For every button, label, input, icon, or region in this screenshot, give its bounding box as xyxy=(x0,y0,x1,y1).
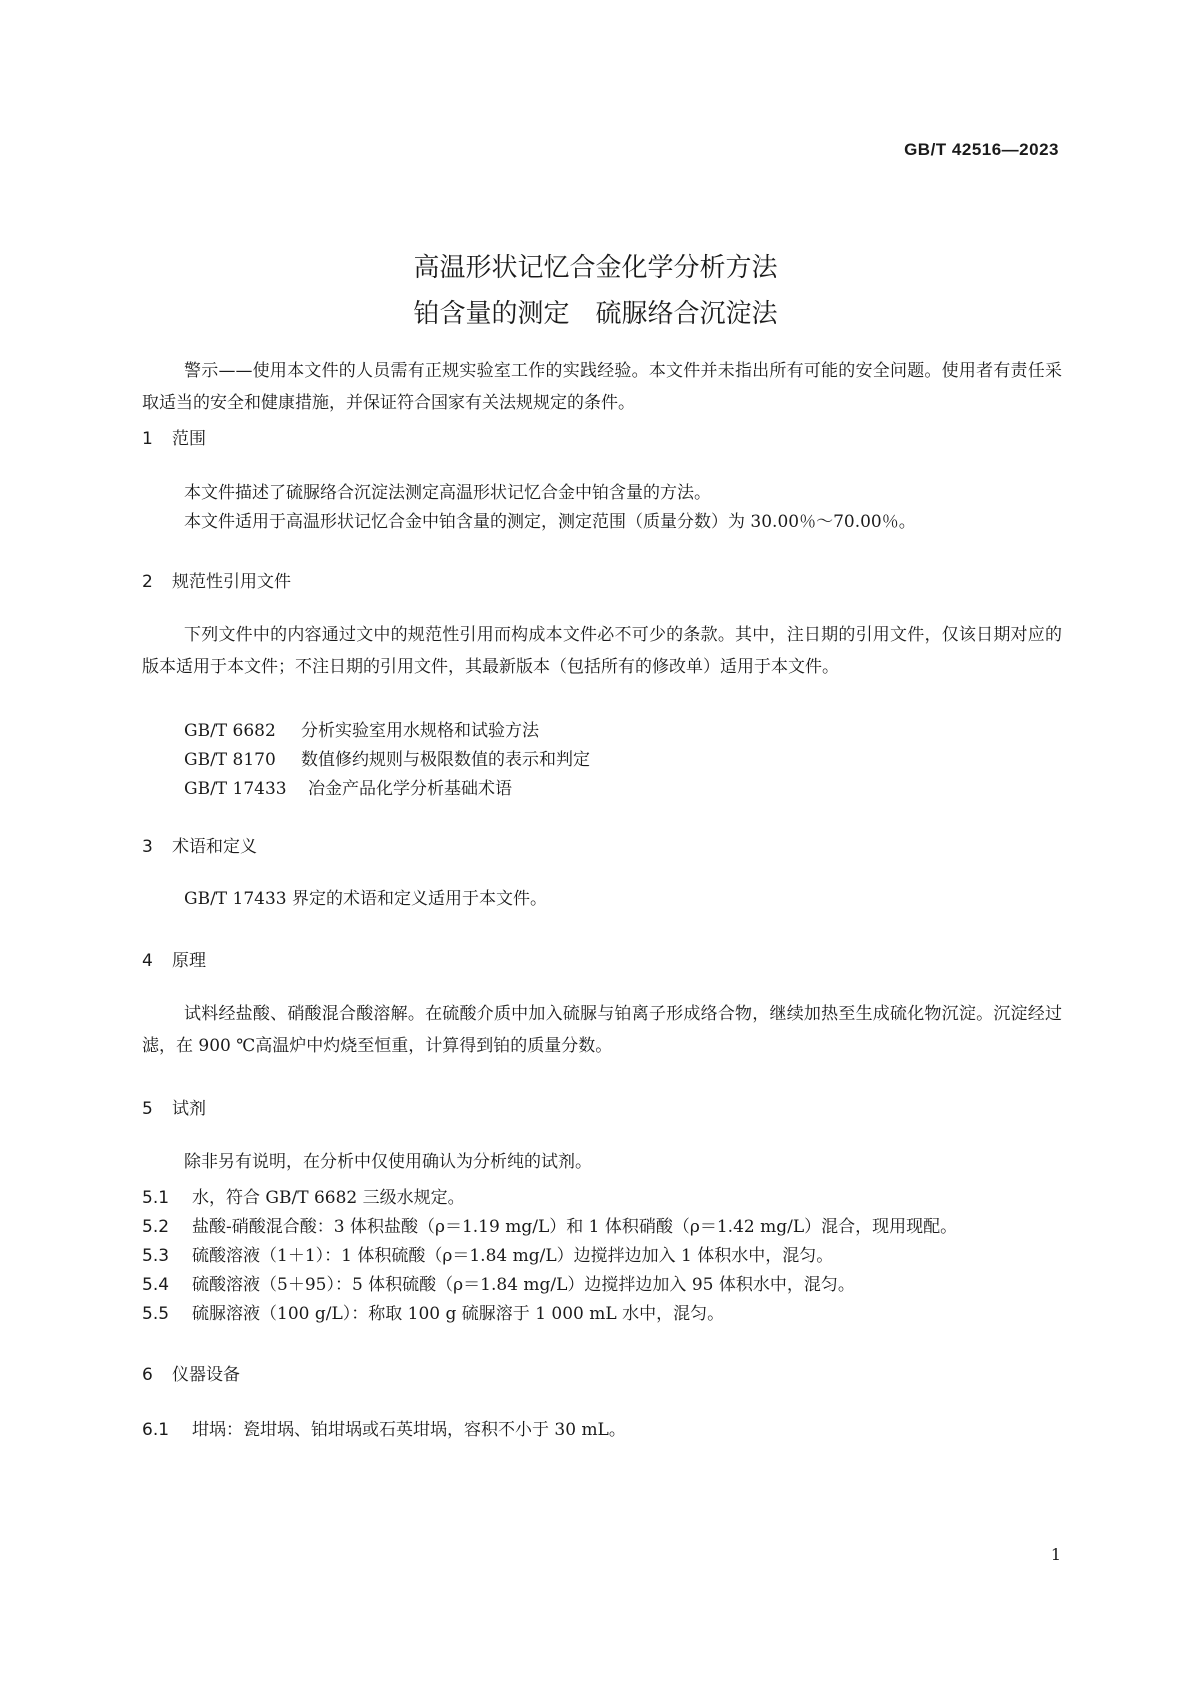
section-4-heading xyxy=(142,946,206,971)
section-title: 术语和定义 xyxy=(172,837,257,857)
section-4-paragraph-1: 试料经盐酸、硝酸混合酸溶解。在硫酸介质中加入硫脲与铂离子形成络合物，继续加热至生成硫化物沉淀。沉淀经过滤，在 900 ℃高温炉中灼烧至恒重，计算得到铂的质量分数。 xyxy=(142,1004,1062,1056)
item-number: 6.1 xyxy=(142,1420,170,1440)
reference-line xyxy=(184,745,590,770)
section-1-heading xyxy=(142,424,206,449)
item-text: 硫酸溶液（5＋95）：5 体积硫酸（ρ＝1.84 mg/L）边搅拌边加入 95 体积水中，混匀。 xyxy=(192,1275,855,1295)
item-number: 5.2 xyxy=(142,1217,170,1237)
section-2-heading xyxy=(142,567,291,592)
reference-code: GB/T 17433 xyxy=(184,779,287,799)
item-text: 水，符合 GB/T 6682 三级水规定。 xyxy=(192,1188,465,1208)
section-title: 试剂 xyxy=(172,1099,206,1119)
page-number: 1 xyxy=(1050,1545,1061,1564)
section-number: 6 xyxy=(142,1365,153,1385)
reagent-item xyxy=(142,1299,724,1324)
section-number: 1 xyxy=(142,429,153,449)
reference-line xyxy=(184,774,512,799)
warning-paragraph: 警示——使用本文件的人员需有正规实验室工作的实践经验。本文件并未指出所有可能的安全问题。使用者有责任采取适当的安全和健康措施，并保证符合国家有关法规规定的条件。 xyxy=(142,361,1062,413)
section-title: 原理 xyxy=(172,951,206,971)
reagent-item xyxy=(142,1212,957,1237)
section-number: 4 xyxy=(142,951,153,971)
item-text: 盐酸-硝酸混合酸：3 体积盐酸（ρ＝1.19 mg/L）和 1 体积硝酸（ρ＝1.42 mg/L）混合，现用现配。 xyxy=(192,1217,958,1237)
reference-title: 冶金产品化学分析基础术语 xyxy=(308,779,512,799)
document-title xyxy=(0,245,1191,337)
section-5-heading xyxy=(142,1094,206,1119)
item-number: 5.5 xyxy=(142,1304,170,1324)
section-5-paragraph-1: 除非另有说明，在分析中仅使用确认为分析纯的试剂。 xyxy=(184,1152,592,1172)
section-title: 规范性引用文件 xyxy=(172,572,291,592)
reference-line xyxy=(184,716,539,741)
section-number: 5 xyxy=(142,1099,153,1119)
section-number: 2 xyxy=(142,572,153,592)
item-number: 5.3 xyxy=(142,1246,170,1266)
item-text: 硫酸溶液（1＋1）：1 体积硫酸（ρ＝1.84 mg/L）边搅拌边加入 1 体积水中，混匀。 xyxy=(192,1246,834,1266)
reference-title: 分析实验室用水规格和试验方法 xyxy=(301,721,539,741)
reagent-item xyxy=(142,1241,833,1266)
section-1-paragraph-1: 本文件描述了硫脲络合沉淀法测定高温形状记忆合金中铂含量的方法。 xyxy=(184,483,711,503)
standard-code: GB/T 42516—2023 xyxy=(904,140,1059,159)
section-3-paragraph-1: GB/T 17433 界定的术语和定义适用于本文件。 xyxy=(184,889,548,909)
item-number: 5.1 xyxy=(142,1188,170,1208)
section-2-paragraph-1: 下列文件中的内容通过文中的规范性引用而构成本文件必不可少的条款。其中，注日期的引用文件，仅该日期对应的版本适用于本文件；不注日期的引用文件，其最新版本（包括所有的修改单）适用于本文件。 xyxy=(142,625,1062,677)
item-number: 5.4 xyxy=(142,1275,170,1295)
section-number: 3 xyxy=(142,837,153,857)
title-line-2: 铂含量的测定 硫脲络合沉淀法 xyxy=(413,299,778,329)
item-text: 坩埚：瓷坩埚、铂坩埚或石英坩埚，容积不小于 30 mL。 xyxy=(192,1420,626,1440)
title-line-1: 高温形状记忆合金化学分析方法 xyxy=(413,253,778,283)
section-6-heading xyxy=(142,1360,240,1385)
reagent-item xyxy=(142,1183,465,1208)
reference-title: 数值修约规则与极限数值的表示和判定 xyxy=(301,750,590,770)
section-1-paragraph-2: 本文件适用于高温形状记忆合金中铂含量的测定，测定范围（质量分数）为 30.00％～70.00％。 xyxy=(184,512,916,532)
reference-code: GB/T 8170 xyxy=(184,750,276,770)
section-3-heading xyxy=(142,832,257,857)
reference-code: GB/T 6682 xyxy=(184,721,276,741)
section-title: 仪器设备 xyxy=(172,1365,240,1385)
section-title: 范围 xyxy=(172,429,206,449)
item-text: 硫脲溶液（100 g/L）：称取 100 g 硫脲溶于 1 000 mL 水中，混匀。 xyxy=(192,1304,725,1324)
equipment-item xyxy=(142,1415,626,1440)
reagent-item xyxy=(142,1270,855,1295)
